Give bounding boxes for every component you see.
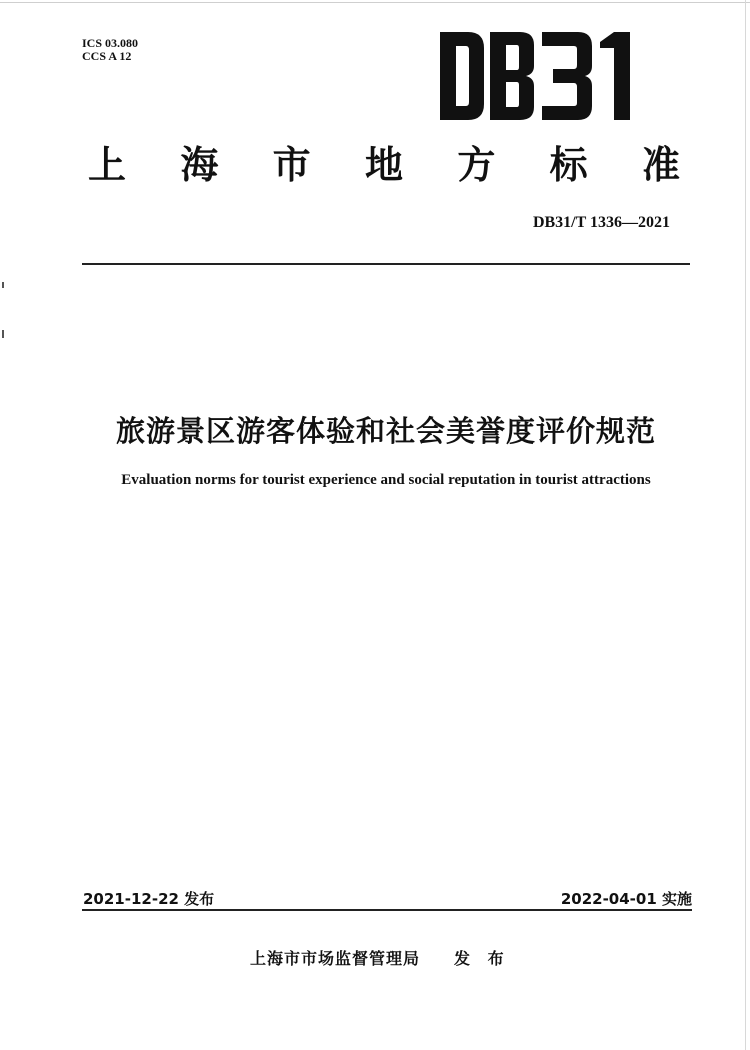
standard-code: DB31/T 1336—2021 — [532, 214, 670, 231]
issue-date: 2021-12-22 发布 — [83, 890, 215, 908]
scan-mark — [2, 330, 4, 338]
document-title-cn: 旅游景区游客体验和社会美誉度评价规范 — [115, 414, 656, 448]
heading-char: 方 — [457, 143, 496, 187]
page-border-right — [745, 0, 746, 1050]
publisher-line — [250, 946, 510, 969]
classification-codes — [82, 37, 138, 63]
implementation-date: 2022-04-01 实施 — [560, 890, 692, 908]
publisher-name: 上海市市场监督管理局 — [250, 949, 421, 968]
publish-label: 发 布 — [454, 949, 510, 968]
divider — [82, 909, 692, 911]
standard-type-heading — [88, 143, 680, 187]
divider — [82, 263, 690, 265]
heading-char: 海 — [180, 143, 219, 187]
heading-char: 上 — [88, 143, 127, 187]
document-title-en: Evaluation norms for tourist experience and social reputation in tourist attractions — [121, 472, 651, 488]
ccs-code: CCS A 12 — [82, 49, 132, 63]
heading-char: 市 — [272, 143, 311, 187]
db31-logo — [440, 30, 650, 122]
heading-char: 地 — [364, 143, 403, 187]
heading-char: 标 — [549, 143, 588, 187]
page-border-top — [0, 2, 750, 3]
ics-code: ICS 03.080 — [82, 36, 139, 50]
scan-mark — [2, 282, 4, 288]
heading-char: 准 — [641, 143, 680, 187]
